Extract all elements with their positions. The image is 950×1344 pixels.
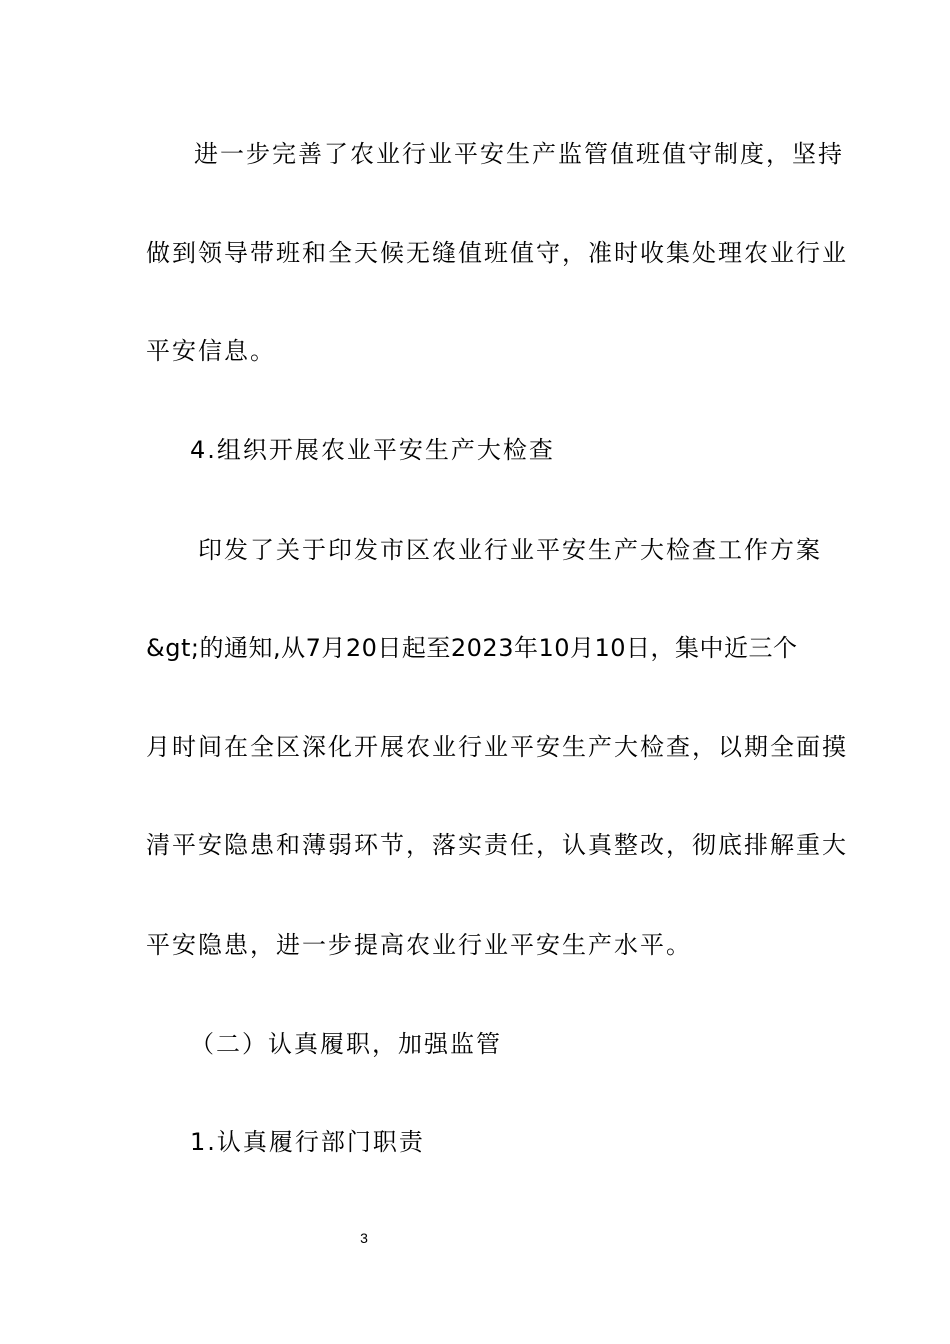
paragraph-line: &gt;的通知,从7月20日起至2023年10月10日，集中近三个: [146, 634, 798, 662]
subsection-heading: 1.认真履行部门职责: [190, 1128, 425, 1156]
paragraph-line: 平安隐患，进一步提高农业行业平安生产水平。: [146, 931, 692, 959]
paragraph-line: 清平安隐患和薄弱环节，落实责任，认真整改，彻底排解重大: [146, 831, 848, 859]
paragraph-line: 印发了关于印发市区农业行业平安生产大检查工作方案: [198, 536, 822, 564]
paragraph-line: 做到领导带班和全天候无缝值班值守，准时收集处理农业行业: [146, 239, 848, 267]
paragraph-line: 平安信息。: [146, 337, 276, 365]
section-heading: （二）认真履职，加强监管: [190, 1030, 502, 1058]
page-number: 3: [360, 1230, 368, 1246]
paragraph-line: 月时间在全区深化开展农业行业平安生产大检查，以期全面摸: [146, 733, 848, 761]
section-heading: 4.组织开展农业平安生产大检查: [190, 436, 555, 464]
paragraph-line: 进一步完善了农业行业平安生产监管值班值守制度，坚持: [194, 140, 844, 168]
